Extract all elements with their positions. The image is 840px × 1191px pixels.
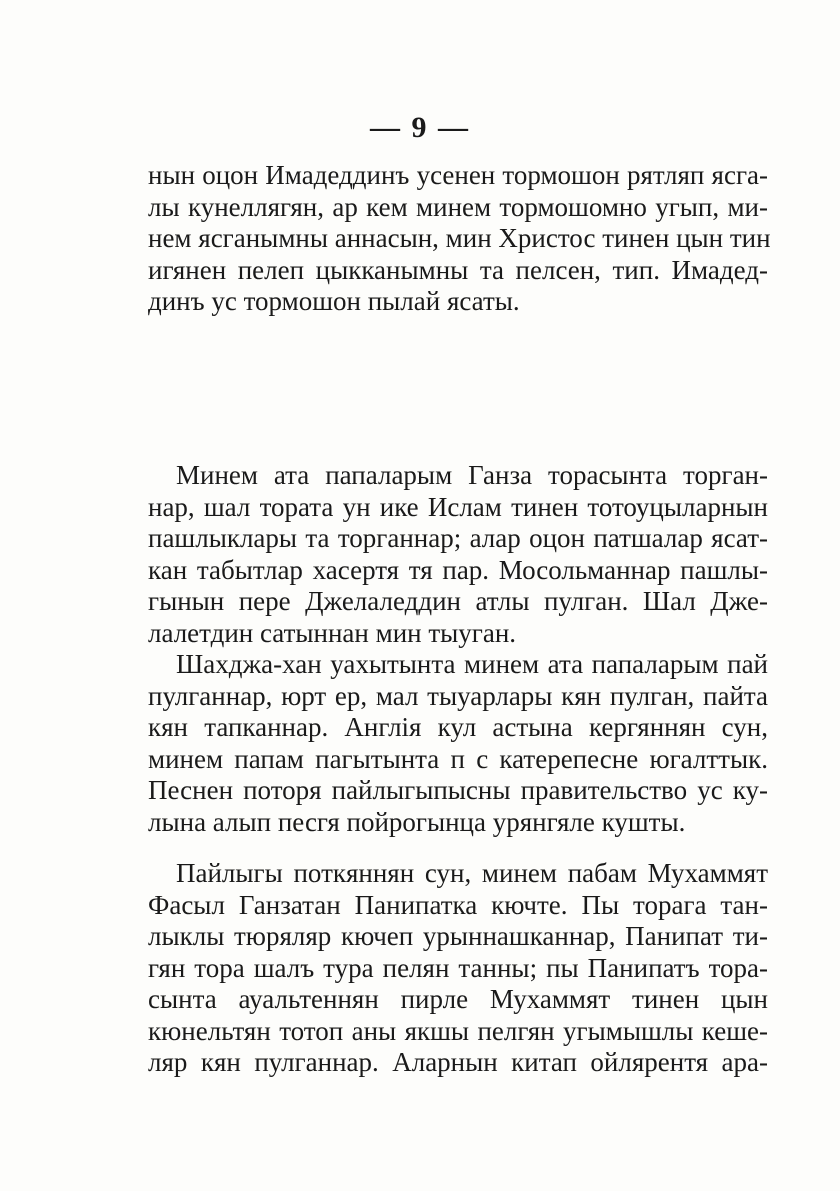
page-number: — 9 — bbox=[370, 111, 470, 144]
paragraph-4 bbox=[148, 858, 768, 1079]
text-line: кан табытлар хасертя тя пар. Мосольманнар пашлы- bbox=[148, 554, 768, 585]
text-line: лына алып песгя пойрогынца урянгяле кушты. bbox=[148, 806, 686, 837]
text-line: кюнельтян тотоп аны якшы пелгян угымышлы кеше- bbox=[148, 1015, 768, 1046]
text-line: динъ ус тормошон пылай ясаты. bbox=[148, 286, 520, 316]
text-line: пашлыклары та торганнар; алар оцон патшалар ясат- bbox=[148, 523, 768, 553]
text-line: лы кунеллягян, ар кем минем тормошомно угып, ми- bbox=[148, 191, 768, 222]
text-line: сынта ауальтеннян пирле Мухаммят тинен цын bbox=[148, 984, 768, 1014]
text-line: кян тапканнар. Англія кул астына кергяннян сун, bbox=[148, 712, 768, 742]
text-line: лалетдин сатыннан мин тыуган. bbox=[148, 617, 517, 648]
paragraph-2 bbox=[148, 460, 768, 838]
text-line: нар, шал тората ун ике Ислам тинен тотоуцыларнын bbox=[148, 491, 768, 522]
text-line: Песнен поторя пайлыгыпысны правительство ус ку- bbox=[148, 775, 768, 805]
text-line: игянен пелеп цыкканымны та пелсен, тип. Имадед- bbox=[148, 254, 768, 285]
text-line: Пайлыгы поткяннян сун, минем пабам Мухаммят bbox=[176, 858, 768, 888]
text-line: ляр кян пулганнар. Аларнын китап ойлярентя ара- bbox=[148, 1047, 768, 1077]
text-line: Минем ата папаларым Ганза торасынта торган- bbox=[176, 460, 768, 490]
paragraph-1 bbox=[148, 160, 771, 318]
text-line: лыклы тюряляр кючеп урыннашканнар, Панипат ти- bbox=[148, 921, 768, 951]
text-line: гынын пере Джелаледдин атлы пулган. Шал Дже- bbox=[148, 586, 768, 616]
text-line: Фасыл Ганзатан Панипатка кючте. Пы торага тан- bbox=[148, 889, 768, 920]
text-line: нем ясганымны аннасын, мин Христос тинен цын тин bbox=[148, 223, 771, 253]
text-line: нын оцон Имадеддинъ усенен тормошон рятляп ясга- bbox=[148, 160, 768, 190]
text-line: минем папам пагытынта п с катерепесне югалттык. bbox=[148, 743, 768, 774]
text-line: Шахджа-хан уахытынта минем ата папаларым пай bbox=[176, 649, 768, 679]
text-line: гян тора шалъ тура пелян танны; пы Панипатъ тора- bbox=[148, 952, 768, 983]
text-line: пулганнар, юрт ер, мал тыуарлары кян пулган, пайта bbox=[148, 680, 768, 711]
